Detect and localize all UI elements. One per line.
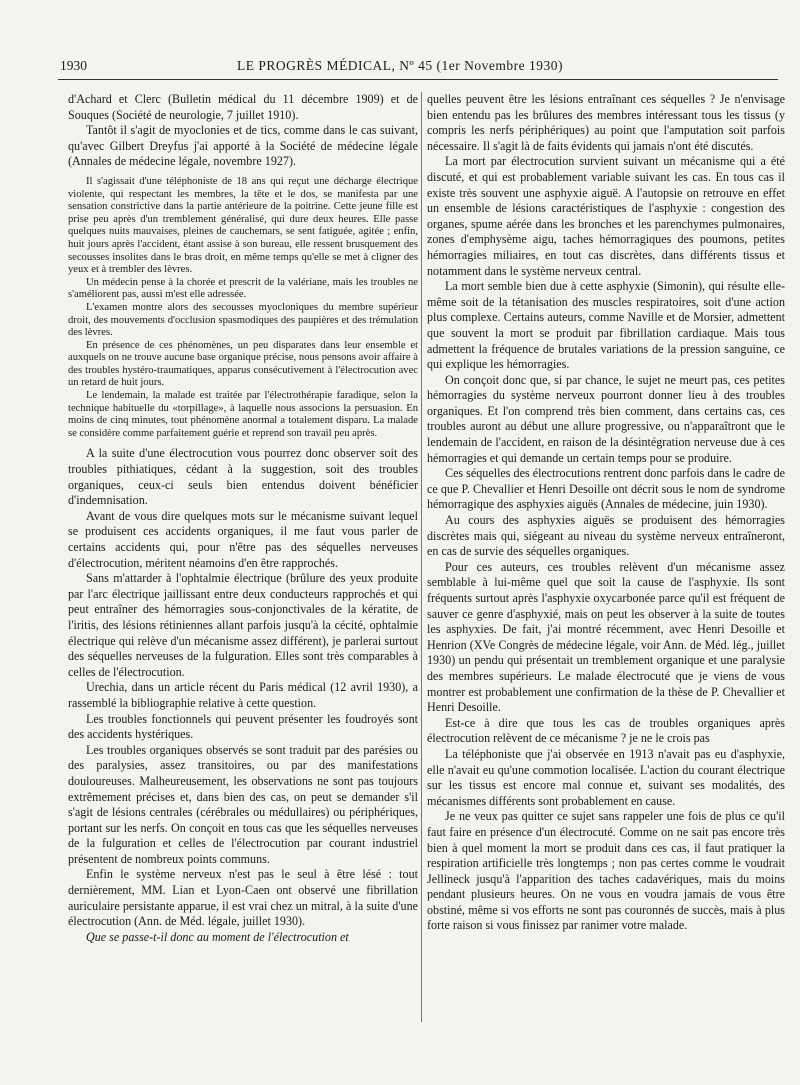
case-paragraph: Il s'agissait d'une téléphoniste de 18 ans qui reçut une décharge électrique violente, qui respectant les membres, la tête et le dos, se manifesta par une sensation constrictive dans la partie antérieure de la poitrine. Cette jeune fille est prise peu après d'un tremblement généralisé, qui dure deux heures. Elle passe quelques nuits mauvaises, pleines de cauchemars, se sent fatiguée, agitée ; enfin, huit jours après l'accident, étant assise à son bureau, elle ressent brusquement des secousses insolites dans le bras droit, en même temps qu'elle se met à cligner des yeux et à trembler des lèvres. [68,175,418,276]
paragraph: Les troubles fonctionnels qui peuvent présenter les foudroyés sont des accidents hystériques. [68,711,418,742]
running-header [58,56,742,76]
paragraph: Pour ces auteurs, ces troubles relèvent d'un mécanisme assez semblable à lui-même quel que soit la cause de l'asphyxie. Ils sont fréquents surtout après l'asphyxie oxycarbonée parce qu'il est fréquent de sauver ce genre d'asphyxié, mais on peut les observer à la suite de toutes les asphyxies. De fait, j'ai montré récemment, avec Henri Desoille et Henrion (XVe Congrès de médecine légale, voir Ann. de Méd. lég., juillet 1930) un pendu qui présentait un tremblement organique et une paralysie des membres supérieurs. Le malade électrocuté que je viens de vous montrer est probablement une confirmation de la thèse de P. Chevallier et Henri Desoille. [427,559,785,715]
header-rule [58,79,778,80]
paragraph: Tantôt il s'agit de myoclonies et de tics, comme dans le cas suivant, qu'avec Gilbert Dreyfus j'ai apporté à la Société de médecine légale (Annales de médecine légale, novembre 1927). [68,123,418,169]
paragraph: Ces séquelles des électrocutions rentrent donc parfois dans le cadre de ce que P. Chevallier et Henri Desoille ont décrit sous le nom de syndrome hémorragique des asphyxies aiguës (Annales de médecine, juin 1930). [427,466,785,512]
journal-title: LE PROGRÈS MÉDICAL, Nº 45 (1er Novembre 1930) [237,58,563,73]
case-report [68,176,418,440]
paragraph: Je ne veux pas quitter ce sujet sans rappeler une fois de plus ce qu'il faut faire en présence d'un électrocuté. Comme on ne sait pas encore très bien à quel moment la mort se produit dans ces cas, il faut pratiquer la respiration artificielle très longtemps ; non pas certes comme le voudrait Jellineck jusqu'à l'apparition des taches cadavériques, mais du moins pendant plusieurs heures. On ne vous en voudra jamais de vous être obstiné, même si vos efforts ne sont pas couronnés de succès, mais à plus forte raison si vous finissez par ranimer votre malade. [427,809,785,933]
paragraph: La mort par électrocution survient suivant un mécanisme qui a été discuté, et qui est probablement variable suivant les cas. En tous cas il existe très souvent une asphyxie aiguë. A l'autopsie on retrouve en effet un ensemble de lésions caractéristiques de l'asphyxie : congestion des organes, spume aérée dans les bronches et les parenchymes pulmonaires, zones d'emphysème aigu, taches hémorragiques des poumons, petites hémorragies miliaires, en tout cas discrètes, dans différents tissus et notamment dans le système nerveux central. [427,154,785,278]
left-column [68,92,418,945]
paragraph: A la suite d'une électrocution vous pourrez donc observer soit des troubles pithiatiques, cédant à la suggestion, soit des troubles organiques, ceux-ci seuls bien entendus doivent bénéficier d'indemnisation. [68,446,418,508]
paragraph: Enfin le système nerveux n'est pas le seul à être lésé : tout dernièrement, MM. Lian et Lyon-Caen ont observé une fibrillation auriculaire persistante apparue, il est vrai chez un mitral, à la suite d'une électrocution (Ann. de Méd. légale, juillet 1930). [68,867,418,929]
paragraph: On conçoit donc que, si par chance, le sujet ne meurt pas, ces petites hémorragies du système nerveux pourront donner lieu à des troubles organiques. Et l'on comprend très bien comment, dans certains cas, ces troubles auront au début une allure progressive, ou n'apparaîtront que le lendemain de l'accident, en raison de la désintégration nerveuse due à ces hémorragies et qui demande un certain temps pour se produire. [427,372,785,465]
paragraph: quelles peuvent être les lésions entraînant ces séquelles ? Je n'envisage bien entendu pas les brûlures des membres intéressant tous les tissus (y compris les nerfs périphériques) au point que l'amputation soit parfois nécessaire. Il s'agit là de faits évidents qui jamais n'ont été discutés. [427,92,785,153]
paragraph: Avant de vous dire quelques mots sur le mécanisme suivant lequel se produisent ces accidents organiques, il me faut vous parler de certains accidents qui, pour n'être pas des séquelles nerveuses d'électrocution, méritent néamoins d'en être rapprochés. [68,508,418,570]
paragraph: Urechia, dans un article récent du Paris médical (12 avril 1930), a rassemblé la bibliographie relative à cette question. [68,680,418,710]
paragraph: Sans m'attarder à l'ophtalmie électrique (brûlure des yeux produite par l'arc électrique jaillissant entre deux conducteurs rapprochés et qui peut entraîner des hémorragies sous-conjonctivales de la kératite, de l'iritis, des lésions rétiniennes allant parfois jusqu'à la cécité, ophtalmie électrique qui relève d'un mécanisme assez différent), je parlerai surtout des séquelles nerveuses de la fulguration. Elles sont très comparables à celles de l'électrocution. [68,571,418,679]
paragraph: Les troubles organiques observés se sont traduit par des parésies ou des paralysies, assez transitoires, ou par des manifestations douloureuses. Malheureusement, les observations ne sont pas toujours extrêmement précises et, dans bien des cas, on peut se demander s'il s'agit de lésions centrales (cérébrales ou médullaires) ou périphériques, portant sur les nerfs. On conçoit en tous cas que les séquelles nerveuses de la fulguration et celles de l'électrocution par courant industriel présentent de nombreux points communs. [68,742,418,866]
column-separator [421,92,422,1022]
case-paragraph: Un médecin pense à la chorée et prescrit de la valériane, mais les troubles ne s'améliorent pas, aussi m'est elle adressée. [68,276,418,301]
paragraph: Que se passe-t-il donc au moment de l'électrocution et [86,929,349,944]
paragraph: Au cours des asphyxies aiguës se produisent des hémorragies discrètes mais qui, siégeant au niveau du système nerveux entraîneront, en cas de survie des séquelles organiques. [427,513,785,559]
paragraph: d'Achard et Clerc (Bulletin médical du 11 décembre 1909) et de Souques (Société de neurologie, 7 juillet 1910). [68,92,418,122]
case-paragraph: En présence de ces phénomènes, un peu disparates dans leur ensemble et auxquels on ne trouve aucune base organique précise, nous pensons avoir affaire à des troubles hystéro-traumatiques, apparus consécutivement à l'électrocution avec un retard de huit jours. [68,339,418,389]
paragraph: La téléphoniste que j'ai observée en 1913 n'avait pas eu d'asphyxie, elle n'avait eu qu'une commotion localisée. L'action du courant électrique sur les tissus est encore mal connue et, suivant ses modalités, des mécanismes différents sont probablement en cause. [427,746,785,808]
page-number: 1930 [60,58,87,73]
paragraph: La mort semble bien due à cette asphyxie (Simonin), qui résulte elle-même soit de la tétanisation des muscles respiratoires, soit d'une action plus complexe. Certains auteurs, comme Naville et de Morsier, admettent que souvent la mort se produit par fibrillation cardiaque. Mais tous admettent la fréquence de brutales variations de la pression sanguine, ce qui explique les hémorragies. [427,279,785,372]
right-column [427,92,785,934]
case-paragraph: Le lendemain, la malade est traitée par l'électrothérapie faradique, selon la technique habituelle du «torpillage», à laquelle nous associons la persuasion. En moins de cinq minutes, tout phénomène anormal a totalement disparu. La malade se considère comme parfaitement guérie et reprend son travail peu après. [68,390,418,439]
case-paragraph: L'examen montre alors des secousses myocloniques du membre supérieur droit, des mouvements d'occlusion spasmodiques des paupières et des trémulation des lèvres. [68,301,418,339]
paragraph: Est-ce à dire que tous les cas de troubles organiques après électrocution relèvent de ce mécanisme ? je ne le crois pas [427,715,785,746]
